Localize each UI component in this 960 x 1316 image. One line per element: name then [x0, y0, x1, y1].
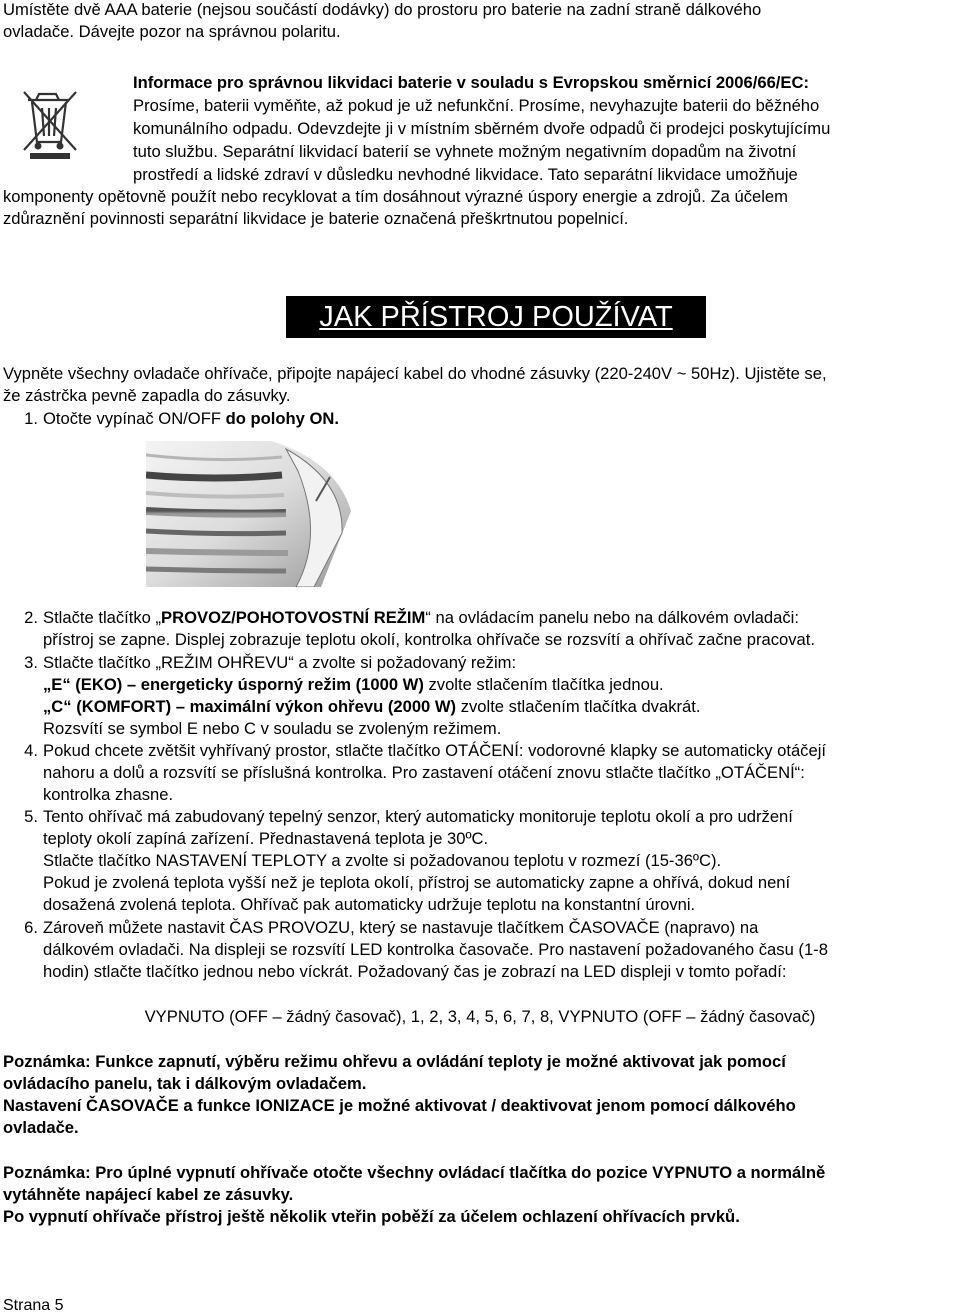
step-2-text-b: PROVOZ/POHOTOVOSTNÍ REŽIM: [161, 608, 426, 627]
step-1-text-a: Otočte vypínač ON/OFF: [43, 409, 226, 428]
step-4-line-2: nahoru a dolů a rozsvítí se příslušná kontrolka. Pro zastavení otáčení znovu stlačte tlačítko „OTÁČENÍ“:: [43, 763, 805, 782]
crossed-out-bin-icon: [22, 88, 80, 160]
disposal-line-2: komunálního odpadu. Odevzdejte ji v místním sběrném dvoře odpadů či prodejci poskytujícímu: [133, 119, 831, 138]
step-6-line-3: hodin) stlačte tlačítko jednou nebo víckrát. Požadovaný čas je zobrazí na LED displeji v tomto pořadí:: [43, 962, 787, 981]
step-5-line-4: Pokud je zvolená teplota vyšší než je teplota okolí, přístroj se automaticky zapne a ohřívá, dokud není: [43, 873, 791, 892]
step-number-1: 1.: [24, 409, 38, 428]
step-number-4: 4.: [24, 741, 38, 760]
disposal-line-4: prostředí a lidské zdraví v důsledku nevhodné likvidace. Tato separátní likvidace umožňuje: [133, 165, 798, 184]
note-1-line-1: Poznámka: Funkce zapnutí, výběru režimu ohřevu a ovládání teploty je možné aktivovat jak pomocí: [3, 1052, 786, 1071]
step-1-text: [43, 408, 339, 430]
heater-image: [146, 441, 356, 587]
disposal-line-6: zdůraznění povinnosti separátní likvidace je baterie označená přeškrtnutou popelnicí.: [3, 209, 629, 228]
usage-intro-line-1: Vypněte všechny ovladače ohřívače, připojte napájecí kabel do vhodné zásuvky (220-240V ~ 50Hz). Ujistěte se,: [3, 364, 827, 383]
step-4-line-1: Pokud chcete zvětšit vyhřívaný prostor, stlačte tlačítko OTÁČENÍ: vodorovné klapky se automaticky otáčejí: [43, 741, 827, 760]
usage-intro-line-2: že zástrčka pevně zapadla do zásuvky.: [3, 386, 291, 405]
step-3-eco-action: zvolte stlačením tlačítka jednou.: [423, 675, 664, 694]
note-1-line-3: Nastavení ČASOVAČE a funkce IONIZACE je možné aktivovat / deaktivovat jenom pomocí dálkového: [3, 1096, 796, 1115]
step-3-comfort-mode: „C“ (KOMFORT) – maximální výkon ohřevu (2000 W): [43, 697, 457, 716]
timer-sequence: VYPNUTO (OFF – žádný časovač), 1, 2, 3, 4, 5, 6, 7, 8, VYPNUTO (OFF – žádný časovač): [144, 1007, 816, 1026]
step-2-line-1: [43, 607, 799, 629]
note-2-line-2: vytáhněte napájecí kabel ze zásuvky.: [3, 1185, 294, 1204]
page-number: Strana 5: [3, 1297, 64, 1314]
step-number-3: 3.: [24, 653, 38, 672]
step-5-line-1: Tento ohřívač má zabudovaný tepelný senzor, který automaticky monitoruje teplotu okolí a pro udržení: [43, 807, 793, 826]
section-heading: JAK PŘÍSTROJ POUŽÍVAT: [286, 296, 706, 338]
note-2-line-1: Poznámka: Pro úplné vypnutí ohřívače otočte všechny ovládací tlačítka do pozice VYPNUTO a normálně: [3, 1163, 826, 1182]
step-number-6: 6.: [24, 918, 38, 937]
intro-line-2: ovladače. Dávejte pozor na správnou polaritu.: [3, 22, 341, 41]
step-5-line-2: teploty okolí zapíná zařízení. Přednastavená teplota je 30ºC.: [43, 829, 489, 848]
step-2-text-a: Stlačte tlačítko „: [43, 608, 162, 627]
disposal-line-5: komponenty opětovně použít nebo recyklovat a tím dosáhnout výrazné úspory energie a zdrojů. Za účelem: [3, 187, 788, 206]
intro-line-1: Umístěte dvě AAA baterie (nejsou součástí dodávky) do prostoru pro baterie na zadní straně dálkového: [3, 0, 762, 19]
disposal-line-3: tuto službu. Separátní likvidací baterií se vyhnete možným negativním dopadům na životní: [133, 142, 797, 161]
note-1-line-4: ovladače.: [3, 1118, 79, 1137]
step-3-line-3: [43, 696, 700, 718]
step-5-line-3: Stlačte tlačítko NASTAVENÍ TEPLOTY a zvolte si požadovanou teplotu v rozmezí (15-36ºC).: [43, 851, 722, 870]
step-3-eco-mode: „E“ (EKO) – energeticky úsporný režim (1000 W): [43, 675, 424, 694]
step-3-comfort-action: zvolte stlačením tlačítka dvakrát.: [456, 697, 701, 716]
step-5-line-5: dosažená zvolená teplota. Ohřívač pak automaticky udržuje teplotu na konstantní úrovni.: [43, 895, 696, 914]
step-3-line-4: Rozsvítí se symbol E nebo C v souladu se zvoleným režimem.: [43, 719, 502, 738]
step-number-5: 5.: [24, 807, 38, 826]
note-1-line-2: ovládacího panelu, tak i dálkovým ovladačem.: [3, 1074, 367, 1093]
note-2-line-3: Po vypnutí ohřívače přístroj ještě několik vteřin poběží za účelem ochlazení ohřívacích prvků.: [3, 1207, 740, 1226]
disposal-line-1: Prosíme, baterii vyměňte, až pokud je už nefunkční. Prosíme, nevyhazujte baterii do běžného: [133, 96, 820, 115]
step-2-text-c: “ na ovládacím panelu nebo na dálkovém ovladači:: [425, 608, 799, 627]
step-1-text-b: do polohy ON.: [225, 409, 339, 428]
step-6-line-1: Zároveň můžete nastavit ČAS PROVOZU, který se nastavuje tlačítkem ČASOVAČE (napravo) na: [43, 918, 759, 937]
step-3-line-2: [43, 674, 664, 696]
step-4-line-3: kontrolka zhasne.: [43, 785, 174, 804]
step-number-2: 2.: [24, 608, 38, 627]
disposal-title: Informace pro správnou likvidaci baterie v souladu s Evropskou směrnicí 2006/66/EC:: [133, 73, 809, 92]
step-3-line-1: Stlačte tlačítko „REŽIM OHŘEVU“ a zvolte si požadovaný režim:: [43, 653, 517, 672]
step-2-line-2: přístroj se zapne. Displej zobrazuje teplotu okolí, kontrolka ohřívače se rozsvítí a ohřívač začne pracovat.: [43, 630, 815, 649]
step-6-line-2: dálkovém ovladači. Na displeji se rozsvítí LED kontrolka časovače. Pro nastavení požadovaného času (1-8: [43, 940, 828, 959]
